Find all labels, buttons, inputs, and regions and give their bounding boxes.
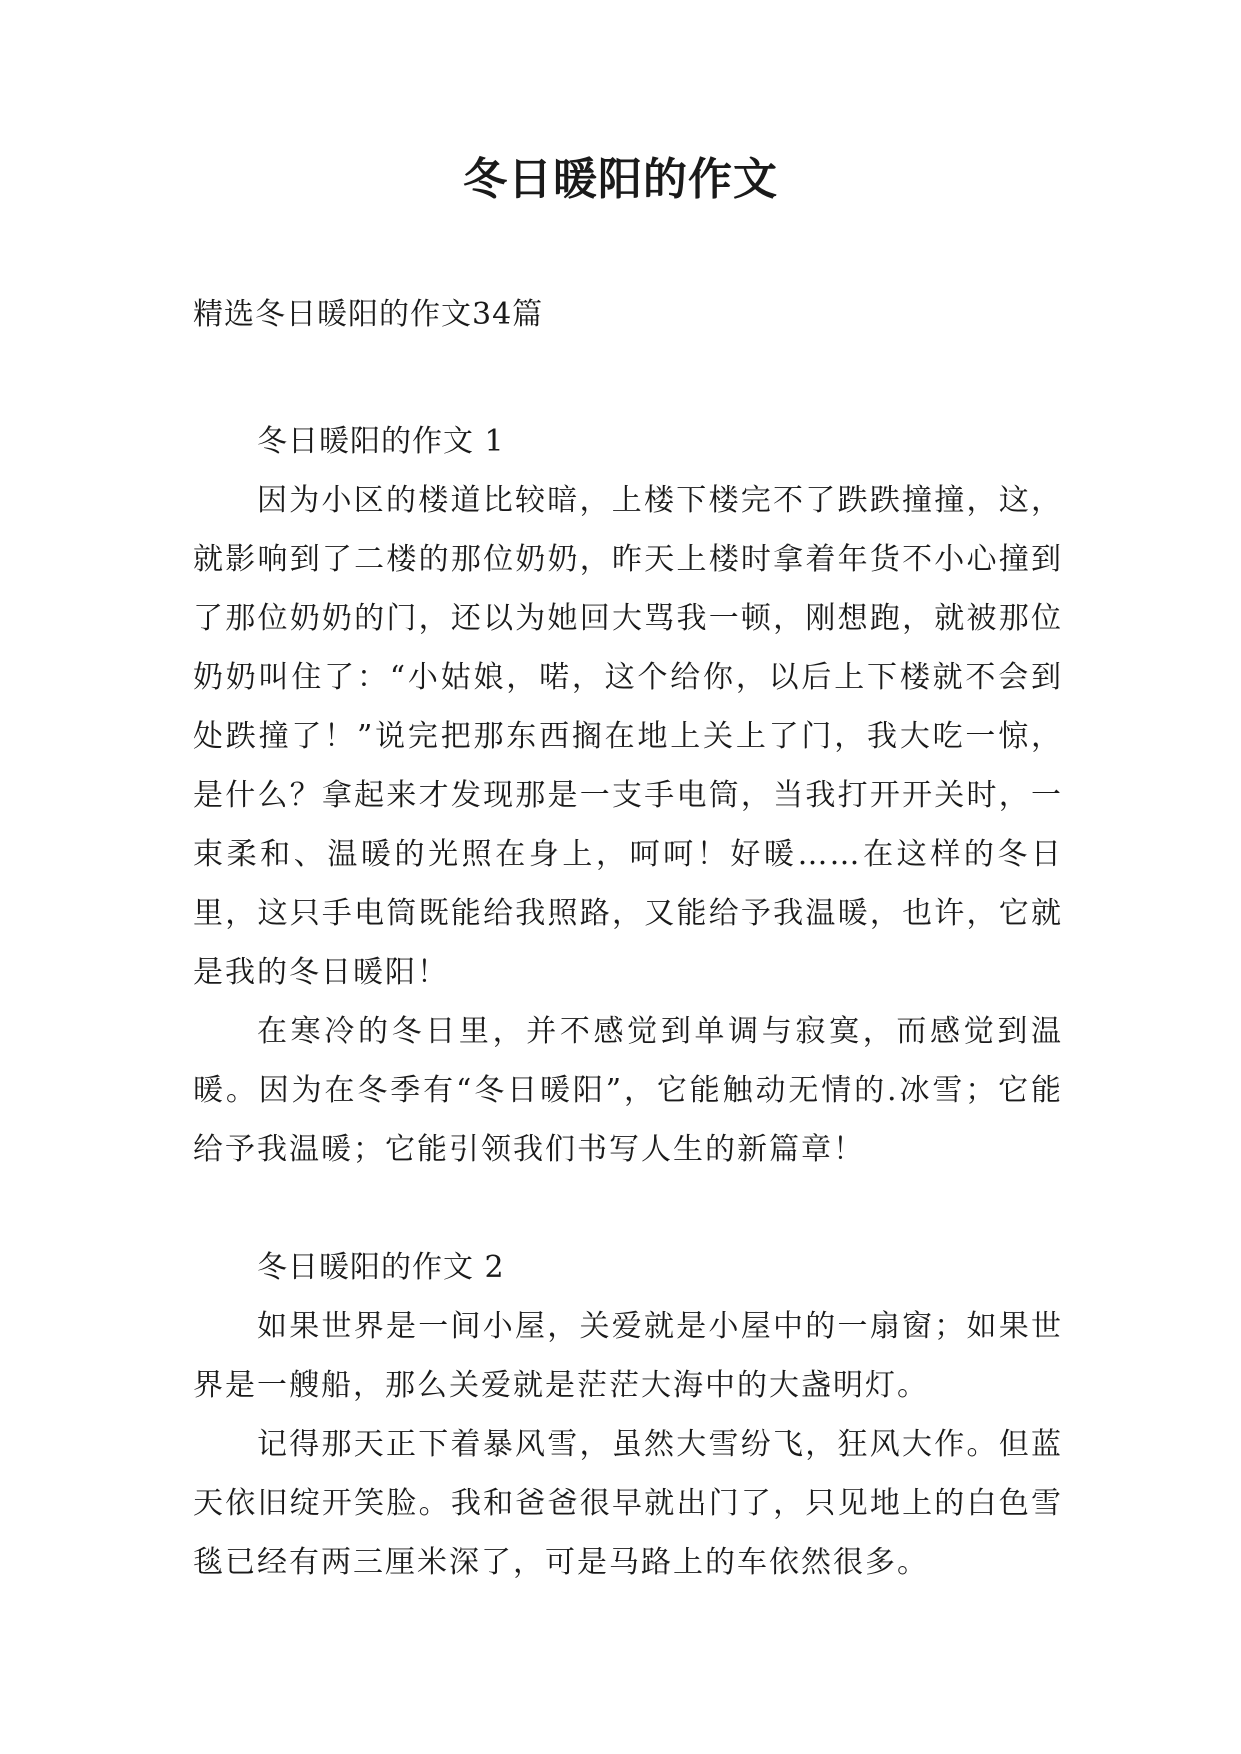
document-body [193, 412, 1063, 1592]
essay-2 [193, 1238, 1063, 1592]
essay-paragraph: 记得那天正下着暴风雪，虽然大雪纷飞，狂风大作。但蓝天依旧绽开笑脸。我和爸爸很早就出门了，只见地上的白色雪毯已经有两三厘米深了，可是马路上的车依然很多。 [193, 1427, 1063, 1580]
essay-heading: 冬日暖阳的作文 2 [257, 1250, 505, 1285]
essay-heading: 冬日暖阳的作文 1 [257, 424, 505, 459]
document-subtitle: 精选冬日暖阳的作文34篇 [193, 297, 544, 332]
essay-paragraph: 因为小区的楼道比较暗，上楼下楼完不了跌跌撞撞，这，就影响到了二楼的那位奶奶，昨天上楼时拿着年货不小心撞到了那位奶奶的门，还以为她回大骂我一顿，刚想跑，就被那位奶奶叫住了：“小姑娘，喏，这个给你，以后上下楼就不会到处跌撞了！”说完把那东西搁在地上关上了门，我大吃一惊，是什么？拿起来才发现那是一支手电筒，当我打开开关时，一束柔和、温暖的光照在身上，呵呵！好暖……在这样的冬日里，这只手电筒既能给我照路，又能给予我温暖，也许，它就是我的冬日暖阳！ [193, 483, 1063, 990]
essay-paragraph: 如果世界是一间小屋，关爱就是小屋中的一扇窗；如果世界是一艘船，那么关爱就是茫茫大海中的大盏明灯。 [193, 1309, 1063, 1403]
document-title: 冬日暖阳的作文 [463, 154, 778, 205]
essay-paragraph: 在寒冷的冬日里，并不感觉到单调与寂寞，而感觉到温暖。因为在冬季有“冬日暖阳”，它能触动无情的.冰雪；它能给予我温暖；它能引领我们书写人生的新篇章！ [193, 1014, 1063, 1167]
essay-1 [193, 412, 1063, 1179]
